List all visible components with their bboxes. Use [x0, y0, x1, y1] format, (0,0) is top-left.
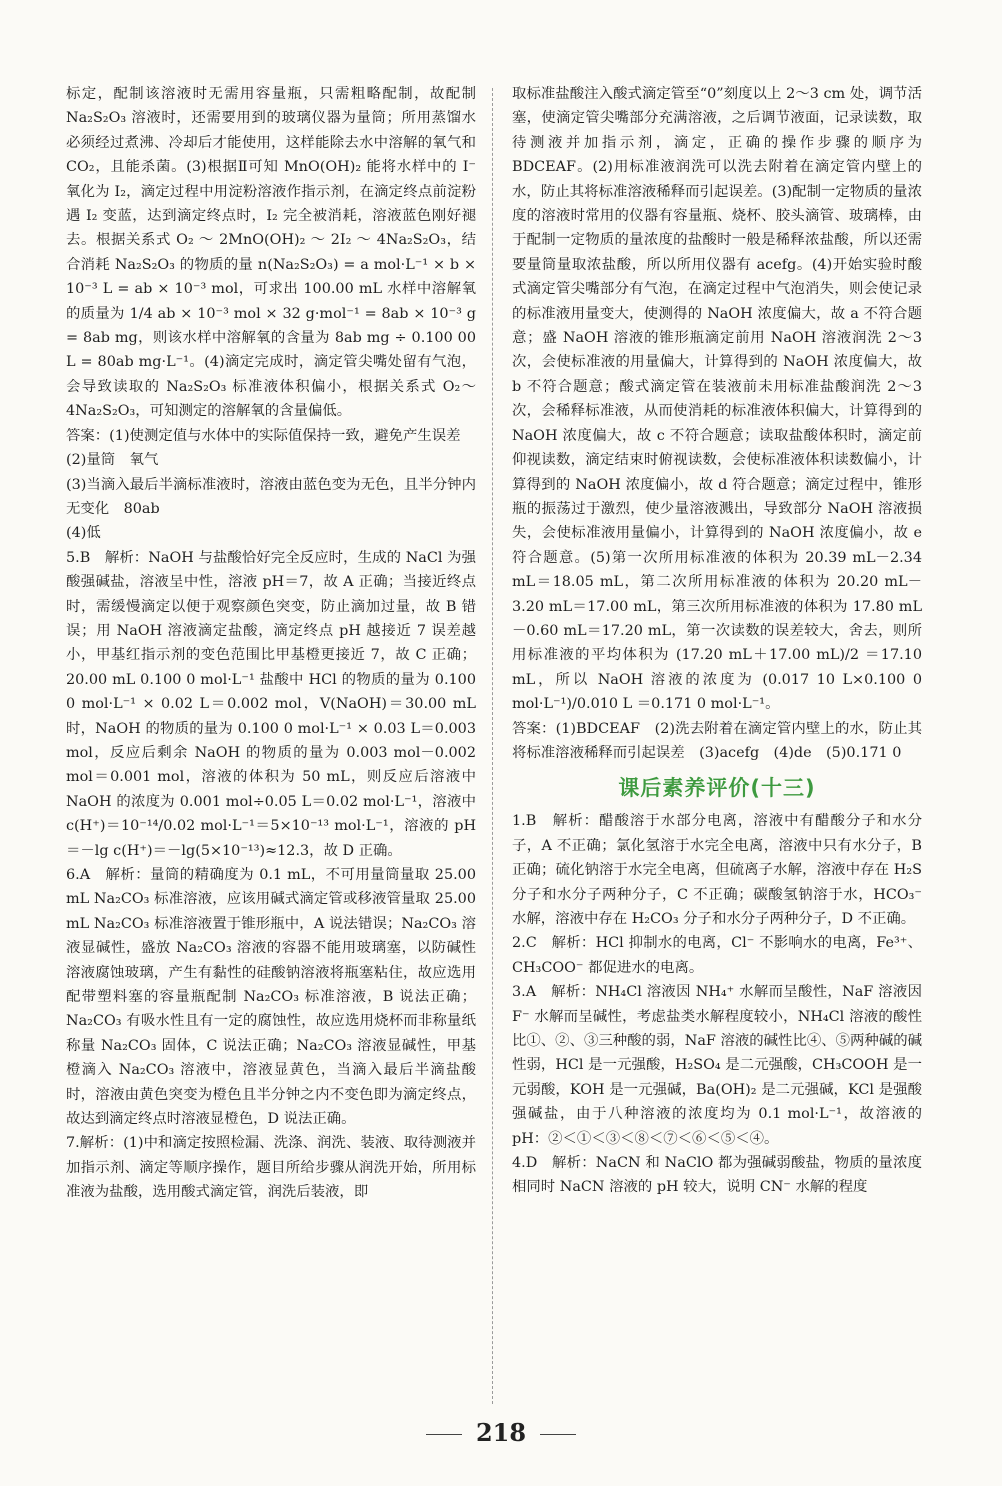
question-5-analysis: 5.B 解析：NaOH 与盐酸恰好完全反应时，生成的 NaCl 为强酸强碱盐，溶液呈中性，溶液 pH＝7，故 A 正确；当接近终点时，需缓慢滴定以便于观察颜色突变，防止滴加过量，故 B 错误；用 NaOH 溶液滴定盐酸，滴定终点 pH 越接近 7 误差越小，甲基红指示剂的变色范围比甲基橙更接近 7，故 C 正确；20.00 mL 0.100 0 mol·L⁻¹ 盐酸中 HCl 的物质的量为 0.100 0 mol·L⁻¹ × 0.02 L＝0.002 mol，V(NaOH)＝30.00 mL 时，NaOH 的物质的量为 0.100 0 mol·L⁻¹ × 0.03 L＝0.003 mol，反应后剩余 NaOH 的物质的量为 0.003 mol－0.002 mol＝0.001 mol，溶液的体积为 50 mL，则反应后溶液中 NaOH 的浓度为 0.001 mol÷0.05 L＝0.02 mol·L⁻¹，溶液中 c(H⁺)＝10⁻¹⁴/0.02 mol·L⁻¹＝5×10⁻¹³ mol·L⁻¹，溶液的 pH＝－lg c(H⁺)＝－lg(5×10⁻¹³)≈12.3，故 D 正确。: [66, 549, 476, 859]
page-number: [0, 1418, 1002, 1447]
right-column: [512, 82, 922, 1402]
answer-q4-3: (3)当滴入最后半滴标准液时，溶液由蓝色变为无色，且半分钟内无变化 80ab: [66, 476, 476, 517]
paragraph-q4-analysis-cont: 标定，配制该溶液时无需用容量瓶，只需粗略配制，故配制 Na₂S₂O₃ 溶液时，还需要用到的玻璃仪器为量筒；所用蒸馏水必须经过煮沸、冷却后才能使用，这样能除去水中溶解的氧气和 CO₂，且能杀菌。(3)根据Ⅱ可知 MnO(OH)₂ 能将水样中的 I⁻ 氧化为 I₂，滴定过程中用淀粉溶液作指示剂，在滴定终点前淀粉遇 I₂ 变蓝，达到滴定终点时，I₂ 完全被消耗，溶液蓝色刚好褪去。根据关系式 O₂ ～ 2MnO(OH)₂ ～ 2I₂ ～ 4Na₂S₂O₃，结合消耗 Na₂S₂O₃ 的物质的量 n(Na₂S₂O₃) = a mol·L⁻¹ × b × 10⁻³ L = ab × 10⁻³ mol，可求出 100.00 mL 水样中溶解氧的质量为 1/4 ab × 10⁻³ mol × 32 g·mol⁻¹ = 8ab × 10⁻³ g = 8ab mg，则该水样中溶解氧的含量为 8ab mg ÷ 0.100 00 L = 80ab mg·L⁻¹。(4)滴定完成时，滴定管尖嘴处留有气泡，会导致读取的 Na₂S₂O₃ 标准液体积偏小，根据关系式 O₂～4Na₂S₂O₃，可知测定的溶解氧的含量偏低。: [66, 86, 476, 420]
left-column: [66, 82, 476, 1402]
answer-q4-2: (2)量筒 氧气: [66, 452, 159, 469]
question-7-analysis: 7.解析：(1)中和滴定按照检漏、洗涤、润洗、装液、取待测液并加指示剂、滴定等顺序操作，题目所给步骤从润洗开始，所用标准液为盐酸，选用酸式滴定管，润洗后装液，即: [66, 1135, 476, 1201]
answer-q4-1: 答案：(1)使测定值与水体中的实际值保持一致，避免产生误差: [66, 427, 461, 444]
section-title: 课后素养评价(十三): [618, 776, 816, 801]
eval-question-3: 3.A 解析：NH₄Cl 溶液因 NH₄⁺ 水解而呈酸性，NaF 溶液因 F⁻ 水解而呈碱性，考虑盐类水解程度较小，NH₄Cl 溶液的酸性比①、②、③三种酸的弱，NaF 溶液的碱性比④、⑤两种碱的碱性弱，HCl 是一元强酸，H₂SO₄ 是二元强酸，CH₃COOH 是一元弱酸，KOH 是一元强碱，Ba(OH)₂ 是二元强碱，KCl 是强酸强碱盐，由于八种溶液的浓度均为 0.1 mol·L⁻¹，故溶液的 pH：②＜①＜③＜⑧＜⑦＜⑥＜⑤＜④。: [512, 984, 922, 1147]
eval-question-2: 2.C 解析：HCl 抑制水的电离，Cl⁻ 不影响水的电离，Fe³⁺、CH₃COO⁻ 都促进水的电离。: [512, 935, 922, 976]
eval-question-1: 1.B 解析：醋酸溶于水部分电离，溶液中有醋酸分子和水分子，A 不正确；氯化氢溶于水完全电离，溶液中只有水分子，B 正确；硫化钠溶于水完全电离，但硫离子水解，溶液中存在 H₂S 分子和水分子两种分子，C 不正确；碳酸氢钠溶于水，HCO₃⁻ 水解，溶液中存在 H₂CO₃ 分子和水分子两种分子，D 不正确。: [512, 813, 922, 927]
column-divider: [492, 88, 493, 1404]
question-7-analysis-cont: 取标准盐酸注入酸式滴定管至“0”刻度以上 2～3 cm 处，调节活塞，使滴定管尖嘴部分充满溶液，之后调节液面，记录读数，取待测液并加指示剂，滴定，正确的操作步骤的顺序为 BDCEAF。(2)用标准液润洗可以洗去附着在滴定管内壁上的水，防止其将标准溶液稀释而引起误差。(3)配制一定物质的量浓度的溶液时常用的仪器有容量瓶、烧杯、胶头滴管、玻璃棒，由于配制一定物质的量浓度的盐酸时一般是稀释浓盐酸，所以还需要量筒量取浓盐酸，所以所用仪器有 acefg。(4)开始实验时酸式滴定管尖嘴部分有气泡，在滴定过程中气泡消失，则会使记录的标准液用量变大，使测得的 NaOH 浓度偏大，故 a 不符合题意；盛 NaOH 溶液的锥形瓶滴定前用 NaOH 溶液润洗 2～3 次，会使标准液的用量偏大，计算得到的 NaOH 浓度偏大，故 b 不符合题意；酸式滴定管在装液前未用标准盐酸润洗 2～3 次，会稀释标准液，从而使消耗的标准液体积偏大，计算得到的 NaOH 浓度偏大，故 c 不符合题意；读取盐酸体积时，滴定前仰视读数，滴定结束时俯视读数，会使标准液体积读数偏小，计算得到的 NaOH 浓度偏小，故 d 符合题意；滴定过程中，锥形瓶的振荡过于激烈，使少量溶液溅出，导致部分 NaOH 溶液损失，会使标准液用量偏小，计算得到的 NaOH 浓度偏小，故 e 符合题意。(5)第一次所用标准液的体积为 20.39 mL－2.34 mL＝18.05 mL，第二次所用标准液的体积为 20.20 mL－3.20 mL＝17.00 mL，第三次所用标准液的体积为 17.80 mL－0.60 mL＝17.20 mL，第一次读数的误差较大，舍去，则所用标准液的平均体积为 (17.20 mL＋17.00 mL)/2 ＝17.10 mL，所以 NaOH 溶液的浓度为 (0.017 10 L×0.100 0 mol·L⁻¹)/0.010 L ＝0.171 0 mol·L⁻¹。: [512, 86, 922, 713]
answer-q7: 答案：(1)BDCEAF (2)洗去附着在滴定管内壁上的水，防止其将标准溶液稀释而引起误差 (3)acefg (4)de (5)0.171 0: [512, 720, 922, 761]
page-number-left-dash: [426, 1434, 462, 1435]
question-6-analysis: 6.A 解析：量筒的精确度为 0.1 mL，不可用量筒量取 25.00 mL Na₂CO₃ 标准溶液，应该用碱式滴定管或移液管量取 25.00 mL Na₂CO₃ 标准溶液置于锥形瓶中，A 说法错误；Na₂CO₃ 溶液显碱性，盛放 Na₂CO₃ 溶液的容器不能用玻璃塞，以防碱性溶液腐蚀玻璃，产生有黏性的硅酸钠溶液将瓶塞粘住，故应选用配带塑料塞的容量瓶配制 Na₂CO₃ 标准溶液，B 说法正确；Na₂CO₃ 有吸水性且有一定的腐蚀性，故应选用烧杯而非称量纸称量 Na₂CO₃ 固体，C 说法正确；Na₂CO₃ 溶液显碱性，甲基橙滴入 Na₂CO₃ 溶液中，溶液显黄色，当滴入最后半滴盐酸时，溶液由黄色突变为橙色且半分钟之内不变色即为滴定终点，故达到滴定终点时溶液显橙色，D 说法正确。: [66, 867, 476, 1128]
page-number-right-dash: [540, 1434, 576, 1435]
page-number-text: 218: [475, 1418, 527, 1447]
answer-q4-4: (4)低: [66, 525, 101, 542]
eval-question-4: 4.D 解析：NaCN 和 NaClO 都为强碱弱酸盐，物质的量浓度相同时 NaCN 溶液的 pH 较大，说明 CN⁻ 水解的程度: [512, 1155, 922, 1196]
